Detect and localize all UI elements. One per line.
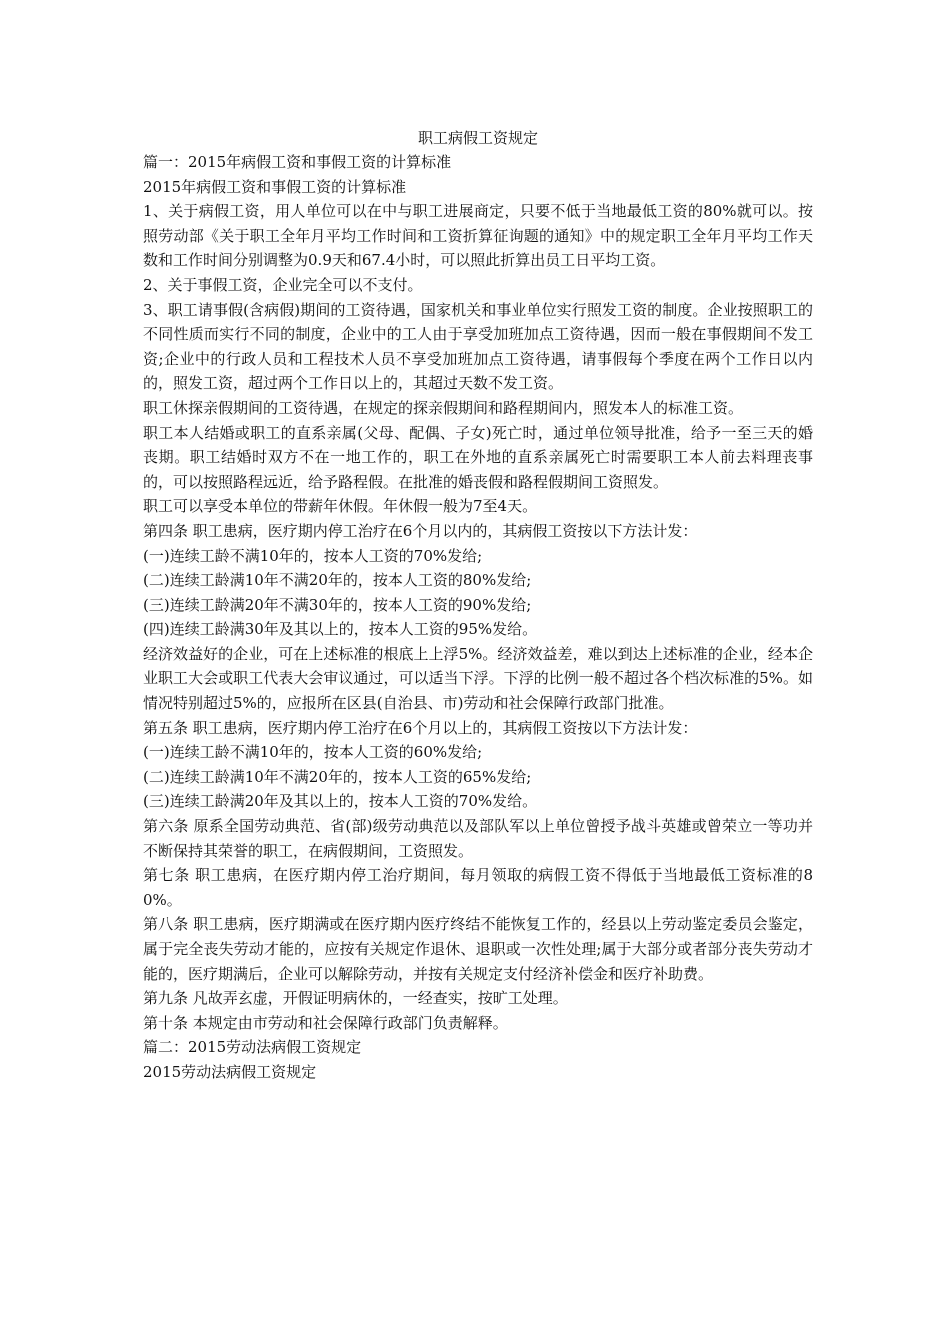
paragraph: 第八条 职工患病，医疗期满或在医疗期内医疗终结不能恢复工作的，经县以上劳动鉴定委员会鉴定，属于完全丧失劳动才能的，应按有关规定作退休、退职或一次性处理;属于大部分或者部分丧失劳动才能的，医疗期满后，企业可以解除劳动，并按有关规定支付经济补偿金和医疗补助费。 <box>143 915 813 983</box>
paragraph: 3、职工请事假(含病假)期间的工资待遇，国家机关和事业单位实行照发工资的制度。企业按照职工的不同性质而实行不同的制度，企业中的工人由于享受加班加点工资待遇，因而一般在事假期间不发工资;企业中的行政人员和工程技术人员不享受加班加点工资待遇，请事假每个季度在两个工作日以内的，照发工资，超过两个工作日以上的，其超过天数不发工资。 <box>143 300 813 393</box>
paragraph: 2015年病假工资和事假工资的计算标准 <box>143 177 407 196</box>
paragraph: 篇一：2015年病假工资和事假工资的计算标准 <box>143 153 452 171</box>
paragraph: (二)连续工龄满10年不满20年的，按本人工资的65%发给; <box>143 767 532 786</box>
paragraph: 第九条 凡故弄玄虚，开假证明病休的，一经查实，按旷工处理。 <box>143 989 568 1008</box>
paragraph: 第四条 职工患病，医疗期内停工治疗在6个月以内的，其病假工资按以下方法计发： <box>143 521 698 540</box>
paragraph: (一)连续工龄不满10年的，按本人工资的60%发给; <box>143 743 483 762</box>
paragraph: 第七条 职工患病，在医疗期内停工治疗期间，每月领取的病假工资不得低于当地最低工资标准的80%。 <box>143 866 813 909</box>
document-title: 职工病假工资规定 <box>417 129 538 147</box>
paragraph: 2015劳动法病假工资规定 <box>143 1062 317 1081</box>
paragraph: (三)连续工龄满20年及其以上的，按本人工资的70%发给。 <box>143 792 538 811</box>
document-page <box>143 126 813 1085</box>
paragraph: (一)连续工龄不满10年的，按本人工资的70%发给; <box>143 546 483 565</box>
paragraph: 第十条 本规定由市劳动和社会保障行政部门负责解释。 <box>143 1013 508 1032</box>
paragraph: 第六条 原系全国劳动典范、省(部)级劳动典范以及部队军以上单位曾授予战斗英雄或曾荣立一等功并不断保持其荣誉的职工，在病假期间，工资照发。 <box>143 817 813 860</box>
paragraph: 经济效益好的企业，可在上述标准的根底上上浮5%。经济效益差，难以到达上述标准的企业，经本企业职工大会或职工代表大会审议通过，可以适当下浮。下浮的比例一般不超过各个档次标准的5%。如情况特别超过5%的，应报所在区县(自治县、市)劳动和社会保障行政部门批准。 <box>143 644 813 713</box>
paragraph: 篇二：2015劳动法病假工资规定 <box>143 1038 362 1057</box>
paragraph: 职工本人结婚或职工的直系亲属(父母、配偶、子女)死亡时，通过单位领导批准，给予一至三天的婚丧期。职工结婚时双方不在一地工作的，职工在外地的直系亲属死亡时需要职工本人前去料理丧事的，可以按照路程远近，给予路程假。在批准的婚丧假和路程假期间工资照发。 <box>143 423 813 491</box>
paragraph: 职工休探亲假期间的工资待遇，在规定的探亲假期间和路程期间内，照发本人的标准工资。 <box>143 398 744 417</box>
paragraph: 第五条 职工患病，医疗期内停工治疗在6个月以上的，其病假工资按以下方法计发： <box>143 718 698 737</box>
paragraph: (二)连续工龄满10年不满20年的，按本人工资的80%发给; <box>143 571 532 590</box>
paragraph: 2、关于事假工资，企业完全可以不支付。 <box>143 275 423 294</box>
paragraph: (四)连续工龄满30年及其以上的，按本人工资的95%发给。 <box>143 620 538 639</box>
paragraph: 1、关于病假工资，用人单位可以在中与职工进展商定，只要不低于当地最低工资的80%就可以。按照劳动部《关于职工全年月平均工作时间和工资折算征询题的通知》中的规定职工全年月平均工作天数和工作时间分别调整为0.9天和67.4小时，可以照此折算出员工日平均工资。 <box>143 202 813 270</box>
document-body <box>143 150 813 1085</box>
paragraph: (三)连续工龄满20年不满30年的，按本人工资的90%发给; <box>143 595 532 614</box>
paragraph: 职工可以享受本单位的带薪年休假。年休假一般为7至4天。 <box>143 497 538 516</box>
